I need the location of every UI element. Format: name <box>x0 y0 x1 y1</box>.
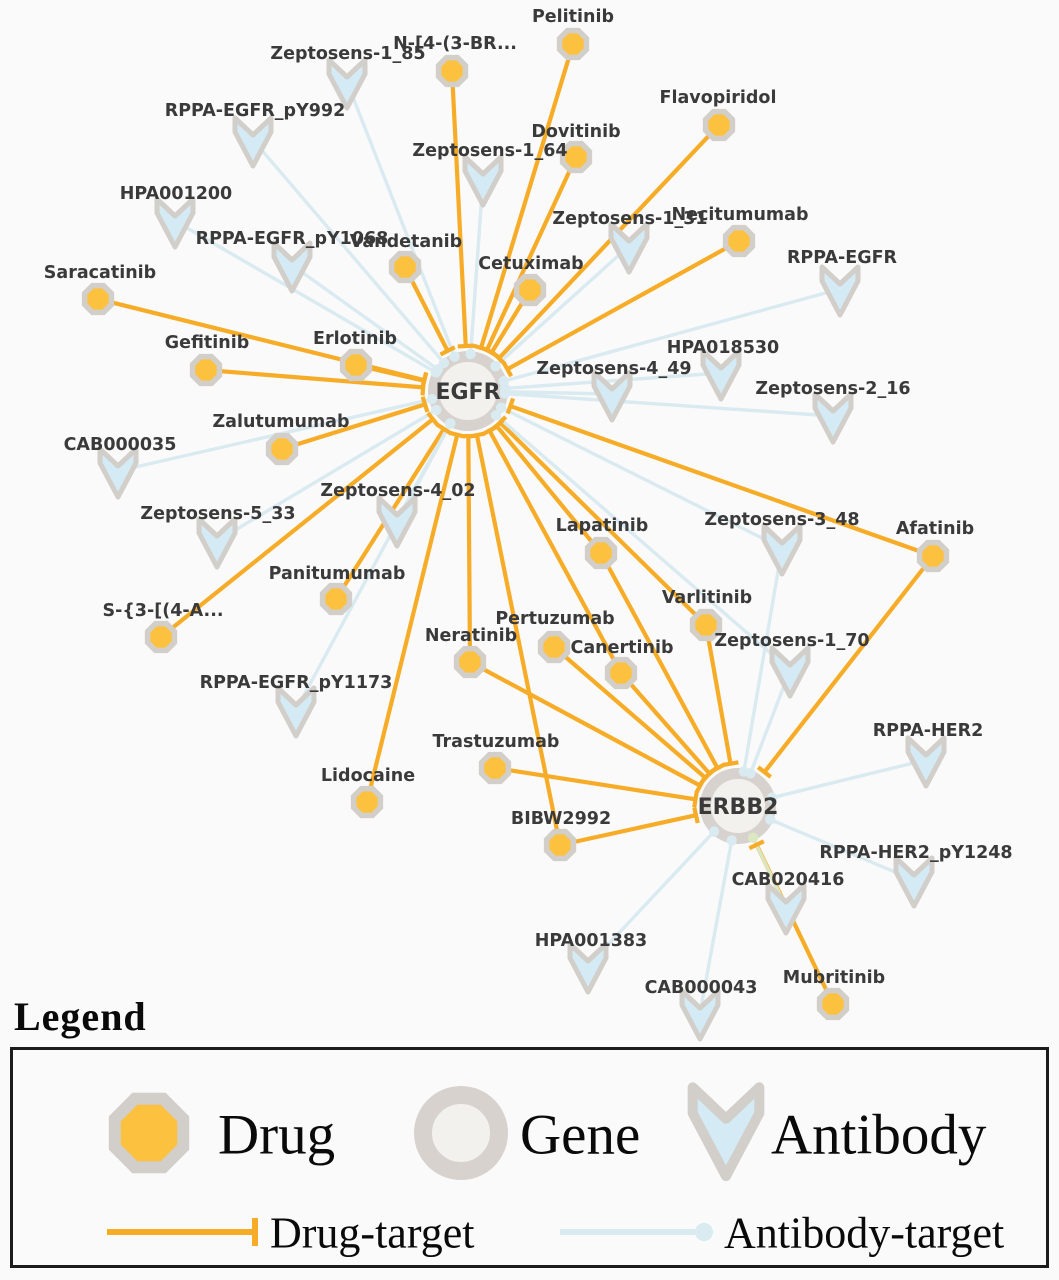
antibody-node-rppa_egfr_py992[interactable] <box>235 118 271 166</box>
drug-node-vandetanib[interactable] <box>392 254 419 281</box>
drug-node-necitumumab[interactable] <box>726 228 753 255</box>
antibody-node-cab020416[interactable] <box>768 885 804 933</box>
node-label: N-[4-(3-BR... <box>393 34 517 54</box>
drug-target-edge <box>495 768 696 799</box>
node-label: Zeptosens-5_33 <box>140 504 296 524</box>
legend-box <box>10 1047 1049 1268</box>
edge-tee-cap <box>723 762 739 765</box>
node-label: Zeptosens-1_70 <box>714 631 870 651</box>
node-label: HPA001383 <box>534 931 648 951</box>
edge-dot-cap <box>445 418 455 428</box>
node-label: CAB000043 <box>644 978 758 998</box>
gene-label: EGFR <box>435 380 501 405</box>
drug-target-edge-icon <box>103 1212 275 1252</box>
edge-dot-cap <box>709 826 719 836</box>
antibody-node-cab000043[interactable] <box>682 991 718 1039</box>
edge-dot-cap <box>500 388 510 398</box>
antibody-node-cab000035[interactable] <box>100 449 136 497</box>
edge-tee-cap <box>449 433 465 437</box>
drug-node-lapatinib[interactable] <box>588 540 615 567</box>
node-label: Cetuximab <box>478 254 584 274</box>
node-label: Zeptosens-4_02 <box>320 481 476 501</box>
node-label: CAB020416 <box>731 870 845 890</box>
antibody-node-rppa_egfr_py1173[interactable] <box>278 688 314 736</box>
antibody-node-rppa_her2[interactable] <box>908 738 944 786</box>
drug-node-pertuzumab[interactable] <box>541 634 568 661</box>
node-label: Pertuzumab <box>495 609 615 629</box>
edge-dot-cap <box>449 351 459 361</box>
drug-node-lidocaine[interactable] <box>354 789 381 816</box>
node-label: Zeptosens-4_49 <box>536 359 692 379</box>
drug-target-edge <box>452 71 466 346</box>
drug-node-bibw2992[interactable] <box>547 832 574 859</box>
node-label: Flavopiridol <box>659 88 777 108</box>
node-label: Zeptosens-3_48 <box>704 510 860 530</box>
node-label: Zeptosens-1_64 <box>412 141 568 161</box>
antibody-node-zeptosens_1_70[interactable] <box>772 648 808 696</box>
node-label: Neratinib <box>424 626 518 646</box>
drug-node-trastuzumab[interactable] <box>482 755 509 782</box>
node-label: RPPA-EGFR <box>786 248 898 268</box>
antibody-node-zeptosens_1_64[interactable] <box>465 157 501 205</box>
drug-node-icon <box>99 1083 199 1183</box>
drug-octagon-glyph <box>115 1099 183 1167</box>
node-label: Varlitinib <box>661 588 753 608</box>
node-label: HPA001200 <box>119 184 233 204</box>
antibody-chevron-glyph <box>693 1087 760 1176</box>
edge-dot-cap <box>433 364 443 374</box>
node-label: Zalutumumab <box>212 412 350 432</box>
drug-node-flavopiridol[interactable] <box>706 112 733 139</box>
drug-node-zalutumumab[interactable] <box>269 436 296 463</box>
node-label: BIBW2992 <box>510 809 612 829</box>
node-label: Gefitinib <box>164 333 250 353</box>
legend-drug-target-label: Drug-target <box>270 1208 475 1258</box>
antibody-node-zeptosens_5_33[interactable] <box>199 519 235 567</box>
edge-dot-cap <box>431 405 441 415</box>
node-label: Vandetanib <box>349 232 463 252</box>
node-label: Saracatinib <box>43 263 157 283</box>
drug-node-cetuximab[interactable] <box>517 277 544 304</box>
antibody-node-rppa_egfr_py1068[interactable] <box>274 243 310 291</box>
antibody-edge-dot-glyph <box>695 1223 713 1241</box>
node-label: Canertinib <box>570 638 674 658</box>
antibody-node-zeptosens_3_48[interactable] <box>764 526 800 574</box>
node-label: Erlotinib <box>313 329 397 349</box>
antibody-node-zeptosens_2_16[interactable] <box>815 394 851 442</box>
drug-node-canertinib[interactable] <box>608 660 635 687</box>
drug-node-saracatinib[interactable] <box>85 286 112 313</box>
node-label: RPPA-EGFR_pY992 <box>164 101 346 121</box>
gene-ring-glyph <box>423 1095 499 1171</box>
drug-node-pelitinib[interactable] <box>560 31 587 58</box>
node-label: Lapatinib <box>555 516 649 536</box>
node-label: S-{3-[(4-A... <box>102 601 224 621</box>
node-label: Mubritinib <box>782 968 886 988</box>
drug-node-gefitinib[interactable] <box>193 357 220 384</box>
drug-node-afatinib[interactable] <box>920 543 947 570</box>
legend-drug-label: Drug <box>218 1103 336 1167</box>
node-label: Dovitinib <box>531 122 621 142</box>
node-label: Afatinib <box>895 519 975 539</box>
node-label: Trastuzumab <box>432 732 560 752</box>
edge-dot-cap <box>465 349 475 359</box>
drug-node-erlotinib[interactable] <box>343 352 370 379</box>
node-label: Zeptosens-1_85 <box>270 44 426 64</box>
edge-dot-cap <box>726 835 736 845</box>
drug-node-neratinib[interactable] <box>457 649 484 676</box>
node-label: Zeptosens-2_16 <box>755 379 911 399</box>
antibody-node-icon <box>684 1080 768 1184</box>
node-label: HPA018530 <box>666 338 780 358</box>
antibody-target-edge <box>772 760 926 798</box>
edge-dot-cap <box>745 768 755 778</box>
edge-tee-cap <box>422 373 426 389</box>
drug-node-s_3_4_a[interactable] <box>148 624 175 651</box>
legend-gene-label: Gene <box>520 1103 641 1167</box>
antibody-node-zeptosens_1_31[interactable] <box>611 224 647 272</box>
node-label: RPPA-EGFR_pY1173 <box>199 673 393 693</box>
antibody-target-edge-icon <box>556 1212 722 1252</box>
legend-antibody-target-label: Antibody-target <box>724 1208 1005 1258</box>
node-label: RPPA-HER2 <box>872 721 984 741</box>
node-label: Panitumumab <box>268 564 406 584</box>
antibody-node-hpa001383[interactable] <box>570 944 606 992</box>
edge-dot-cap <box>491 410 501 420</box>
antibody-node-rppa_her2_py1248[interactable] <box>896 858 932 906</box>
edge-tee-cap <box>694 791 696 807</box>
antibody-node-hpa001200[interactable] <box>157 199 193 247</box>
legend-antibody-label: Antibody <box>771 1103 987 1167</box>
edge-dot-cap <box>748 832 758 842</box>
node-label: Necitumumab <box>671 205 809 225</box>
drug-node-mubritinib[interactable] <box>820 991 847 1018</box>
node-label: RPPA-EGFR_pY1068 <box>195 229 389 249</box>
node-label: Zeptosens-1_31 <box>552 209 708 229</box>
edge-tee-cap <box>458 346 474 347</box>
legend-title: Legend <box>14 994 147 1039</box>
node-label: RPPA-HER2_pY1248 <box>819 843 1013 863</box>
gene-node-icon <box>411 1083 511 1183</box>
drug-node-n_4_3_br[interactable] <box>439 58 466 85</box>
drug-node-panitumumab[interactable] <box>323 586 350 613</box>
antibody-node-hpa018530[interactable] <box>703 351 739 399</box>
drug-target-edge <box>621 673 710 774</box>
antibody-node-rppa_egfr[interactable] <box>822 267 858 315</box>
edge-dot-cap <box>490 361 500 371</box>
gene-label: ERBB2 <box>697 795 779 820</box>
node-label: Pelitinib <box>531 7 615 27</box>
node-label: Lidocaine <box>320 766 416 786</box>
node-label: CAB000035 <box>63 435 177 455</box>
